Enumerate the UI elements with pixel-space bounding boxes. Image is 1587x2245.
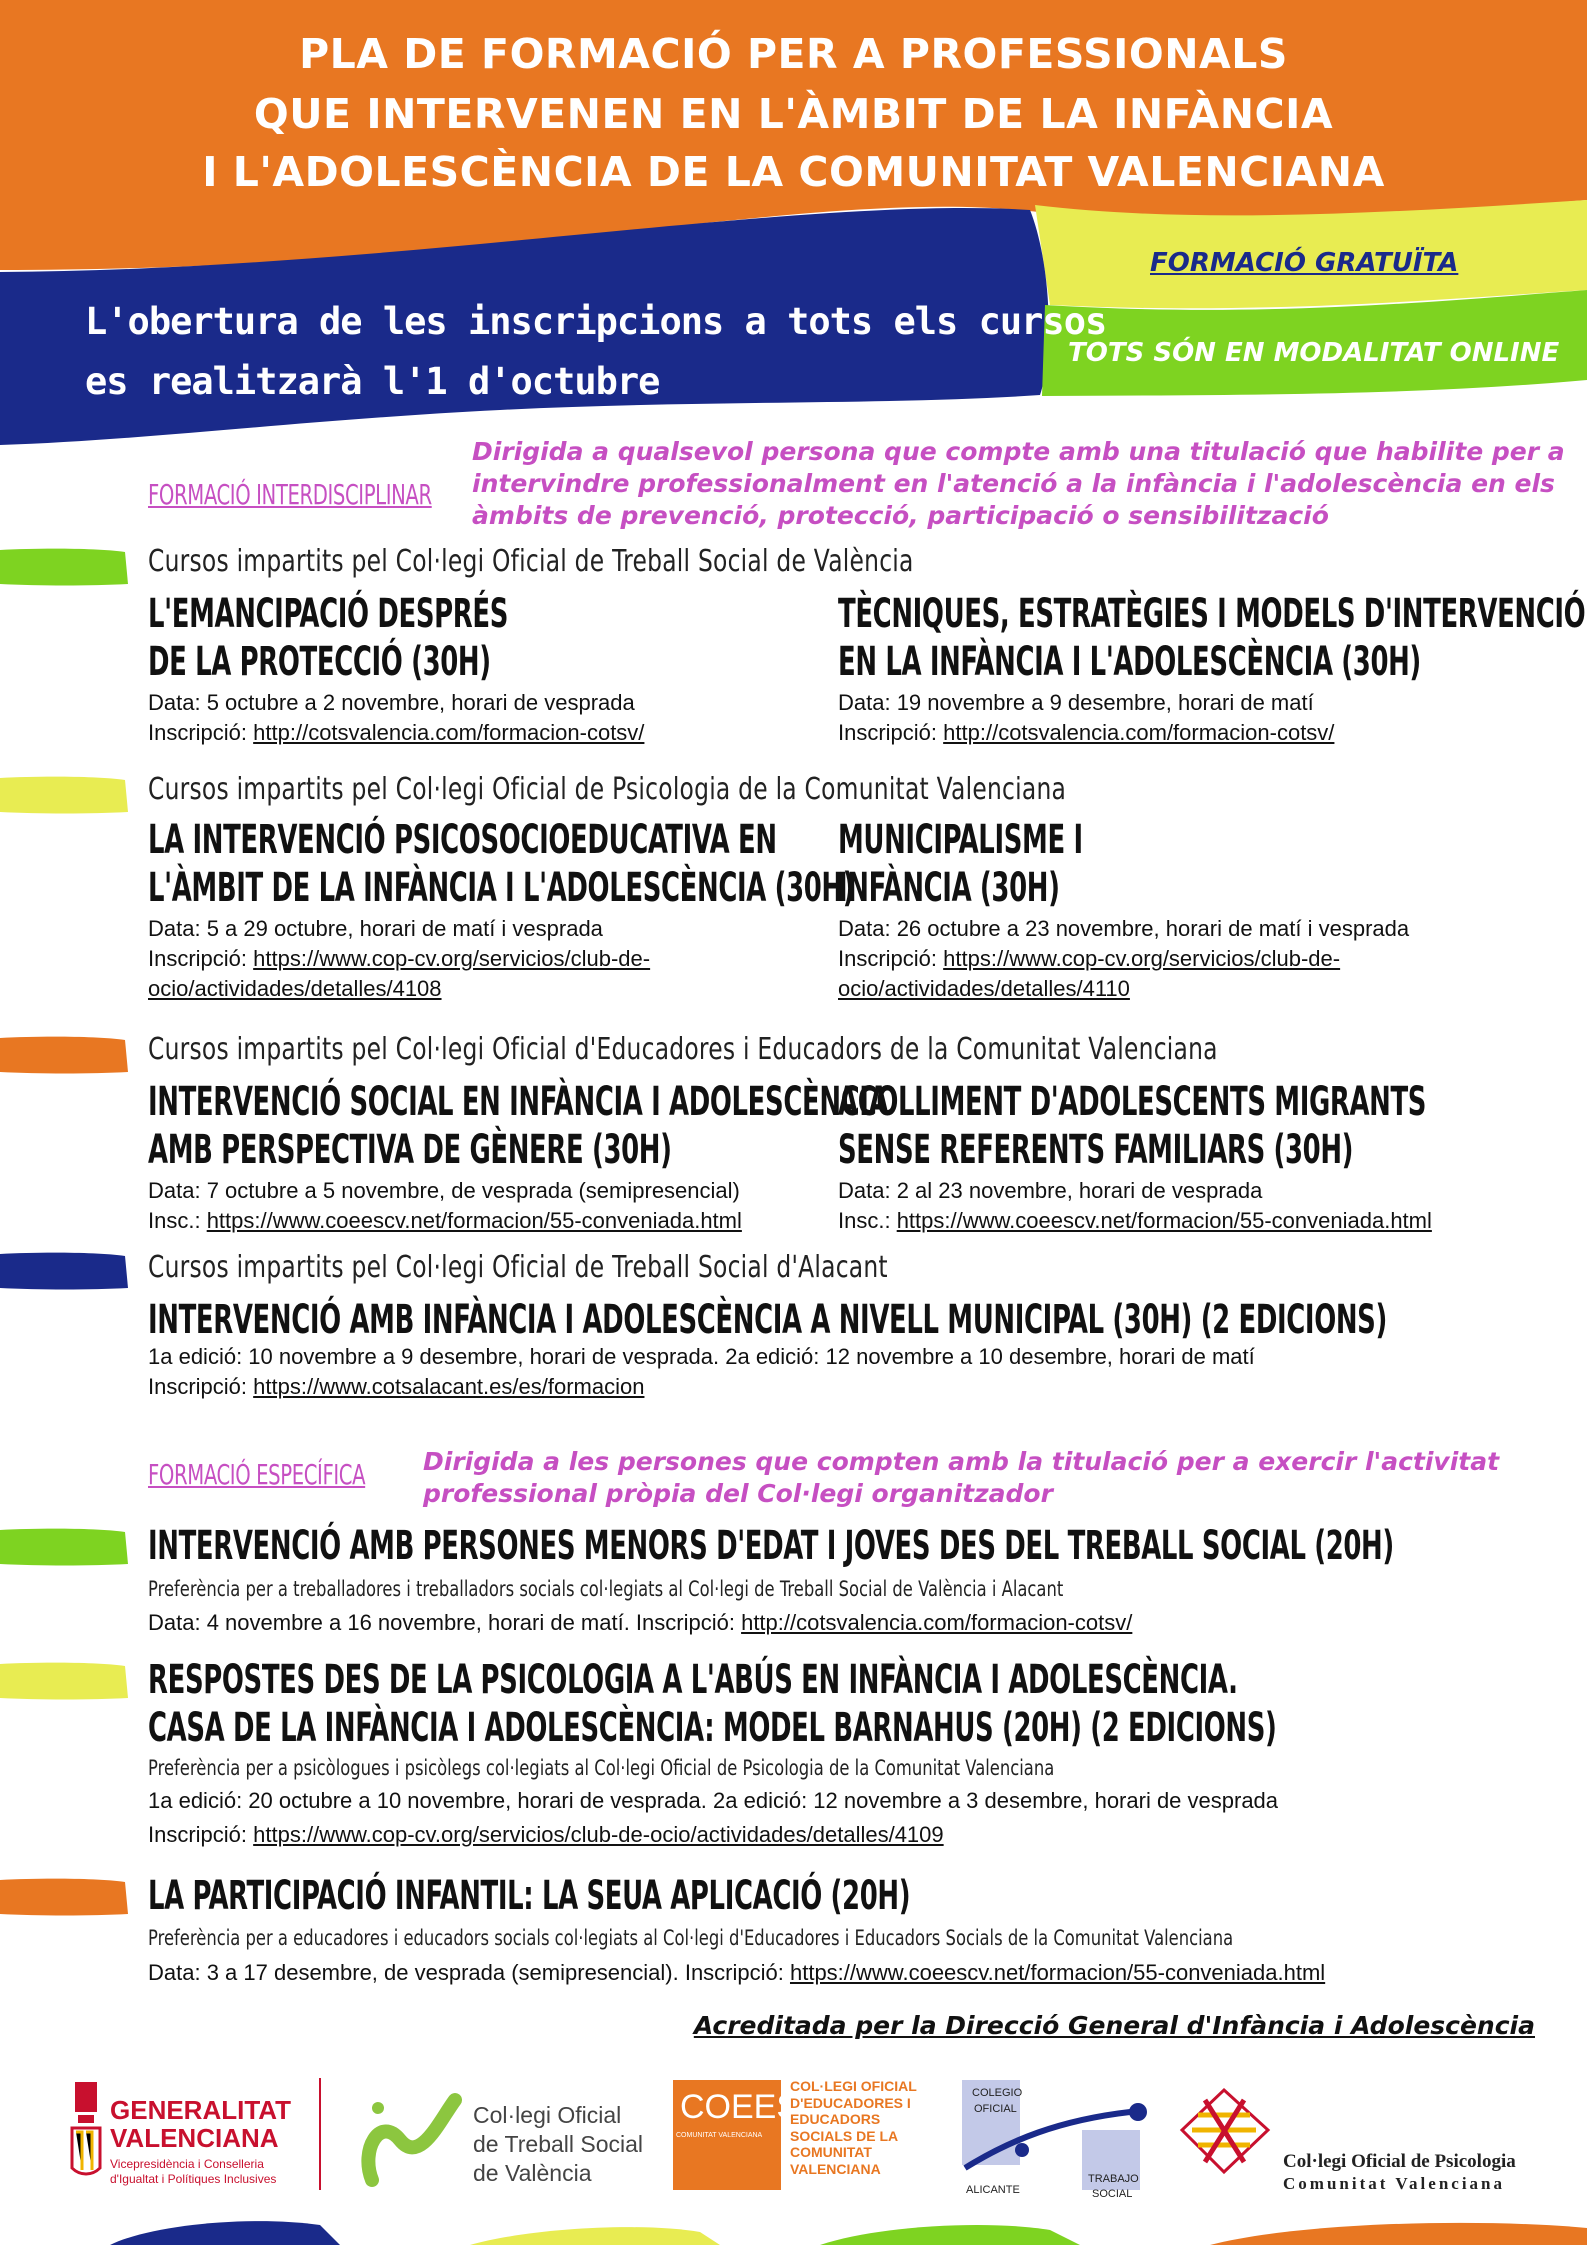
course-title-line: TÈCNIQUES, ESTRATÈGIES I MODELS D'INTERVENCIÓ: [838, 591, 1586, 637]
course-date: Data: 4 novembre a 16 novembre, horari de matí. Inscripció:: [148, 1610, 742, 1635]
course-insc-link[interactable]: http://cotsvalencia.com/formacion-cotsv/: [741, 1610, 1133, 1635]
section-desc-interdisciplinary: [472, 436, 1565, 532]
course-title-line: LA PARTICIPACIÓ INFANTIL: LA SEUA APLICACIÓ (20H): [148, 1873, 911, 1919]
course-title-line: INTERVENCIÓ AMB PERSONES MENORS D'EDAT I JOVES DES DEL TREBALL SOCIAL (20H): [148, 1523, 1394, 1569]
course-title-line: MUNICIPALISME I: [838, 817, 1083, 863]
course-title: [148, 1078, 888, 1174]
course-title-line: SENSE REFERENTS FAMILIARS (30H): [838, 1127, 1354, 1173]
course-preference: Preferència per a psicòlogues i psicòlegs col·legiats al Col·legi Oficial de Psicologia de la Comunitat Valenciana: [148, 1756, 1055, 1780]
course-title: [838, 590, 1585, 686]
coees-logo-title: COEES: [680, 2088, 800, 2126]
course-preference: Preferència per a treballadores i treballadors socials col·legiats al Col·legi de Treball Social de València i Alacant: [148, 1577, 1064, 1601]
course-insc-link[interactable]: http://cotsvalencia.com/formacion-cotsv/: [943, 720, 1335, 745]
cots-logo-icon: [368, 2100, 455, 2180]
provider-cots-valencia: Cursos impartits pel Col·legi Oficial de Treball Social de València: [148, 544, 914, 579]
course-insc-link[interactable]: http://cotsvalencia.com/formacion-cotsv/: [253, 720, 645, 745]
course-insc-label: Insc.:: [838, 1208, 897, 1233]
course-title: [838, 1078, 1426, 1174]
section-desc-line: intervindre professionalment en l'atenció a la infància i l'adolescència en els: [472, 469, 1555, 498]
course-title: [838, 816, 1083, 912]
coees-logo-line: EDUCADORS: [790, 2111, 881, 2127]
course-title-line: INTERVENCIÓ SOCIAL EN INFÀNCIA I ADOLESCÈNCIA: [148, 1079, 889, 1125]
course-title-line: ACOLLIMENT D'ADOLESCENTS MIGRANTS: [838, 1079, 1427, 1125]
coees-logo-text: [790, 2078, 917, 2177]
cop-logo-text-1: Col·legi Oficial de Psicologia: [1283, 2151, 1516, 2172]
course-title-line: INTERVENCIÓ AMB INFÀNCIA I ADOLESCÈNCIA A NIVELL MUNICIPAL (30H) (2 EDICIONS): [148, 1297, 1387, 1343]
course-insc-label: Inscripció:: [148, 720, 254, 745]
cop-logo-text-2: Comunitat Valenciana: [1283, 2174, 1505, 2193]
banner-text-line-2: es realitzarà l'1 d'octubre: [85, 360, 660, 403]
page-title-line-1: PLA DE FORMACIÓ PER A PROFESSIONALS: [299, 30, 1288, 78]
coees-logo-small: COMUNITAT VALENCIANA: [676, 2132, 763, 2139]
course-date: 1a edició: 10 novembre a 9 desembre, horari de vesprada. 2a edició: 12 novembre a 10 desembre, horari de matí: [148, 1344, 1255, 1369]
course-preference: Preferència per a educadores i educadors socials col·legiats al Col·legi d'Educadores i Educadors Socials de la Comunitat Valenciana: [148, 1926, 1234, 1950]
page-title-line-2: QUE INTERVENEN EN L'ÀMBIT DE LA INFÀNCIA: [253, 90, 1334, 138]
course-title-line: CASA DE LA INFÀNCIA I ADOLESCÈNCIA: MODEL BARNAHUS (20H) (2 EDICIONS): [148, 1705, 1277, 1751]
coees-logo-line: VALENCIANA: [790, 2160, 881, 2177]
course-date: Data: 5 a 29 octubre, horari de matí i vesprada: [148, 916, 603, 941]
course-insc-label: Inscripció:: [148, 1374, 254, 1399]
cots-logo-line: de Treball Social: [473, 2131, 644, 2157]
gva-logo-line: GENERALITAT: [110, 2095, 292, 2125]
cts-logo-text: ALICANTE: [966, 2184, 1020, 2196]
coees-logo-line: COMUNITAT: [790, 2144, 872, 2160]
course-date: Data: 26 octubre a 23 novembre, horari de matí i vesprada: [838, 916, 1410, 941]
course-insc-link[interactable]: https://www.cop-cv.org/servicios/club-de-: [253, 946, 651, 971]
course-info: [148, 1786, 1278, 1850]
course-insc-link[interactable]: https://www.cop-cv.org/servicios/club-de-ocio/actividades/detalles/4109: [253, 1822, 944, 1847]
course-title-line: LA INTERVENCIÓ PSICOSOCIOEDUCATIVA EN: [148, 817, 777, 863]
gva-logo-sub-line: Vicepresidència i Conselleria: [110, 2157, 264, 2171]
course-date: Data: 3 a 17 desembre, de vesprada (semipresencial). Inscripció:: [148, 1960, 790, 1985]
accent-green-2: [0, 1529, 128, 1566]
course-title-line: RESPOSTES DES DE LA PSICOLOGIA A L'ABÚS EN INFÀNCIA I ADOLESCÈNCIA.: [148, 1657, 1238, 1703]
course-title-line: L'EMANCIPACIÓ DESPRÉS: [148, 591, 509, 637]
course-insc-link[interactable]: https://www.coeescv.net/formacion/55-conveniada.html: [789, 1960, 1326, 1985]
course-insc-label: Inscripció:: [148, 946, 254, 971]
course-date: 1a edició: 20 octubre a 10 novembre, horari de vesprada. 2a edició: 12 novembre a 3 desembre, horari de vesprada: [148, 1788, 1279, 1813]
bottom-orange-wave: [1210, 2223, 1587, 2245]
section-label-interdisciplinary: FORMACIÓ INTERDISCIPLINAR: [148, 478, 432, 511]
provider-coees-cv: Cursos impartits pel Col·legi Oficial d'Educadores i Educadors de la Comunitat Valenciana: [148, 1032, 1218, 1067]
page-title-line-3: I L'ADOLESCÈNCIA DE LA COMUNITAT VALENCIANA: [202, 148, 1385, 196]
course-title: [148, 1296, 1387, 1344]
course-info: [148, 1958, 1325, 1988]
course-insc-link[interactable]: https://www.cop-cv.org/servicios/club-de-: [943, 946, 1341, 971]
course-insc-label: Insc.:: [148, 1208, 207, 1233]
gva-logo-sub-line: d'Igualtat i Polítiques Inclusives: [110, 2172, 277, 2186]
section-desc-line: àmbits de prevenció, protecció, participació o sensibilització: [472, 501, 1329, 530]
course-date: Data: 19 novembre a 9 desembre, horari de matí: [838, 690, 1314, 715]
cts-logo-text: COLEGIO: [972, 2087, 1023, 2099]
cop-logo-icon: [1182, 2090, 1268, 2172]
cots-logo-line: de València: [473, 2160, 592, 2186]
course-info: [148, 1342, 1255, 1402]
coees-logo-line: COL·LEGI OFICIAL: [790, 2078, 917, 2094]
course-info: [838, 914, 1409, 1004]
course-title-line: AMB PERSPECTIVA DE GÈNERE (30H): [148, 1127, 672, 1173]
accent-orange-2: [0, 1879, 128, 1916]
course-info: [838, 1176, 1432, 1236]
accreditation-note: Acreditada per la Direcció General d'Infància i Adolescència: [693, 2011, 1535, 2040]
gva-logo-subtext: [110, 2157, 276, 2187]
section-desc-line: Dirigida a qualsevol persona que compte amb una titulació que habilite per a: [472, 437, 1565, 466]
gva-logo-text: [110, 2096, 291, 2152]
course-info: [148, 914, 650, 1004]
course-insc-link[interactable]: https://www.cotsalacant.es/es/formacion: [253, 1374, 645, 1399]
bottom-yellow-wave: [470, 2227, 720, 2245]
course-info: [148, 1608, 1132, 1638]
cts-logo-text: SOCIAL: [1092, 2188, 1133, 2200]
course-title-line: DE LA PROTECCIÓ (30H): [148, 639, 491, 685]
course-insc-link[interactable]: https://www.coeescv.net/formacion/55-conveniada.html: [896, 1208, 1432, 1233]
coees-logo-line: SOCIALS DE LA: [790, 2127, 899, 2144]
tag-free-training: FORMACIÓ GRATUÏTA: [1150, 248, 1459, 278]
course-title-line: INFÀNCIA (30H): [838, 865, 1060, 911]
course-insc-link-cont[interactable]: ocio/actividades/detalles/4110: [838, 976, 1130, 1001]
accent-orange-1: [0, 1037, 128, 1074]
course-date: Data: 5 octubre a 2 novembre, horari de vesprada: [148, 690, 635, 715]
course-title: [148, 590, 508, 686]
course-title: [148, 1872, 910, 1920]
course-info: [148, 688, 644, 748]
coees-logo-line: D'EDUCADORES I: [790, 2094, 911, 2111]
provider-cop-cv: Cursos impartits pel Col·legi Oficial de Psicologia de la Comunitat Valenciana: [148, 772, 1067, 807]
cots-logo-text: [473, 2101, 643, 2188]
course-title: [148, 816, 854, 912]
cts-logo-text: TRABAJO: [1088, 2173, 1139, 2185]
course-insc-label: Inscripció:: [148, 1822, 254, 1847]
bottom-green-wave: [820, 2225, 1080, 2245]
course-info: [148, 1176, 742, 1236]
bottom-navy-wave: [110, 2221, 340, 2245]
course-insc-link[interactable]: https://www.coeescv.net/formacion/55-conveniada.html: [206, 1208, 742, 1233]
provider-cots-alacant: Cursos impartits pel Col·legi Oficial de Treball Social d'Alacant: [148, 1250, 888, 1285]
course-date: Data: 2 al 23 novembre, horari de vesprada: [838, 1178, 1263, 1203]
accent-yellow-1: [0, 777, 128, 814]
course-info: [838, 688, 1334, 748]
tag-online-mode: TOTS SÓN EN MODALITAT ONLINE: [1068, 338, 1560, 368]
course-insc-label: Inscripció:: [838, 720, 944, 745]
accent-navy-1: [0, 1253, 128, 1290]
section-label-specific: FORMACIÓ ESPECÍFICA: [148, 1458, 366, 1491]
course-insc-label: Inscripció:: [838, 946, 944, 971]
gva-logo-line: VALENCIANA: [110, 2123, 279, 2153]
banner-text-line-1: L'obertura de les inscripcions a tots els cursos: [85, 300, 1107, 343]
section-desc-line: Dirigida a les persones que compten amb la titulació per a exercir l'activitat: [423, 1447, 1500, 1476]
accent-yellow-2: [0, 1663, 128, 1700]
section-desc-line: professional pròpia del Col·legi organitzador: [423, 1479, 1053, 1508]
course-title: [148, 1522, 1394, 1570]
course-title-line: EN LA INFÀNCIA I L'ADOLESCÈNCIA (30H): [838, 639, 1421, 685]
course-title: [148, 1656, 1277, 1752]
course-date: Data: 7 octubre a 5 novembre, de vesprada (semipresencial): [148, 1178, 740, 1203]
course-insc-link-cont[interactable]: ocio/actividades/detalles/4108: [148, 976, 442, 1001]
section-desc-specific: [423, 1446, 1499, 1510]
accent-green-1: [0, 549, 128, 586]
cots-logo-line: Col·legi Oficial: [473, 2102, 622, 2128]
cts-logo-text: OFICIAL: [974, 2103, 1017, 2115]
course-title-line: L'ÀMBIT DE LA INFÀNCIA I L'ADOLESCÈNCIA (30H): [148, 865, 855, 911]
